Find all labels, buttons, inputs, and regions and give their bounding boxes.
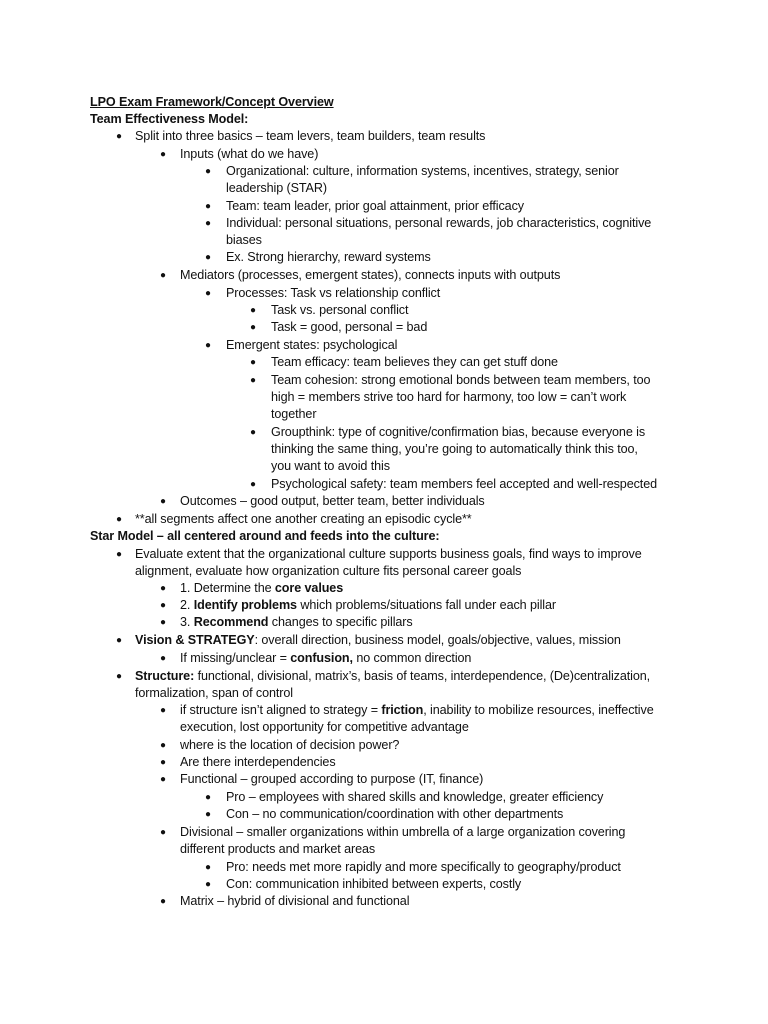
bullet-icon: ● [160,583,167,594]
bold-text: confusion, [290,651,353,665]
list-item: Matrix – hybrid of divisional and functional [180,894,410,908]
bullet-icon: ● [205,879,212,890]
bullet-icon: ● [160,653,167,664]
bullet-icon: ● [160,896,167,907]
bullet-icon: ● [205,809,212,820]
list-item: Groupthink: type of cognitive/confirmation bias, because everyone is [271,425,646,439]
bullet-icon: ● [160,270,167,281]
list-item [180,702,654,719]
list-item: Split into three basics – team levers, team builders, team results [135,129,486,143]
list-item [135,632,621,649]
text: 1. Determine the [180,581,275,595]
text: If missing/unclear = [180,651,291,665]
bullet-icon: ● [160,827,167,838]
list-item-continued: leadership (STAR) [226,181,327,195]
bullet-icon: ● [205,340,212,351]
list-item: Team cohesion: strong emotional bonds between team members, too [271,373,651,387]
list-item: Emergent states: psychological [226,338,398,352]
text: , inability to mobilize resources, ineffective [423,703,654,717]
text: : overall direction, business model, goals/objective, values, mission [254,633,621,647]
list-item: Con: communication inhibited between experts, costly [226,877,522,891]
bullet-icon: ● [160,600,167,611]
bold-text: Vision & STRATEGY [135,633,255,647]
list-item [180,614,413,631]
bullet-icon: ● [205,166,212,177]
list-item: Team efficacy: team believes they can get stuff done [271,355,558,369]
text: functional, divisional, matrix’s, basis of teams, interdependence, (De)centralization, [194,669,651,683]
bullet-icon: ● [116,549,123,560]
team-effectiveness-heading [90,111,248,128]
list-item-continued: high = members strive too hard for harmony, too low = can’t work [271,390,627,404]
list-item: Inputs (what do we have) [180,147,319,161]
list-item: Mediators (processes, emergent states), connects inputs with outputs [180,268,561,282]
bullet-icon: ● [250,322,257,333]
heading-text: Star Model – all centered around and feeds into the culture: [90,529,440,543]
list-item: **all segments affect one another creating an episodic cycle** [135,512,472,526]
bullet-icon: ● [160,149,167,160]
list-item-continued: formalization, span of control [135,686,294,700]
list-item-continued: biases [226,233,262,247]
list-item-continued: you want to avoid this [271,459,390,473]
list-item: Pro – employees with shared skills and knowledge, greater efficiency [226,790,604,804]
bullet-icon: ● [250,357,257,368]
bullet-icon: ● [116,131,123,142]
list-item: where is the location of decision power? [180,738,400,752]
bold-text: Identify problems [193,598,297,612]
list-item: Processes: Task vs relationship conflict [226,286,441,300]
bullet-icon: ● [250,305,257,316]
bullet-icon: ● [160,774,167,785]
bullet-icon: ● [250,427,257,438]
bullet-icon: ● [160,757,167,768]
bullet-icon: ● [205,862,212,873]
bold-text: Recommend [193,615,269,629]
bullet-icon: ● [160,705,167,716]
list-item: Pro: needs met more rapidly and more specifically to geography/product [226,860,621,874]
list-item-continued: alignment, evaluate how organization culture fits personal career goals [135,564,522,578]
list-item: Ex. Strong hierarchy, reward systems [226,250,431,264]
bullet-icon: ● [160,496,167,507]
list-item: Functional – grouped according to purpose (IT, finance) [180,772,484,786]
list-item: Task vs. personal conflict [271,303,409,317]
bullet-icon: ● [116,514,123,525]
bullet-icon: ● [205,218,212,229]
list-item: Task = good, personal = bad [271,320,428,334]
list-item: Organizational: culture, information systems, incentives, strategy, senior [226,164,619,178]
bullet-icon: ● [250,479,257,490]
list-item: Psychological safety: team members feel accepted and well-respected [271,477,658,491]
bold-text: friction [381,703,424,717]
bullet-icon: ● [116,671,123,682]
list-item: Team: team leader, prior goal attainment, prior efficacy [226,199,524,213]
text: if structure isn’t aligned to strategy = [180,703,382,717]
list-item: Con – no communication/coordination with other departments [226,807,564,821]
list-item-continued: thinking the same thing, you’re going to automatically think this too, [271,442,638,456]
text: 3. [180,615,194,629]
list-item-continued: execution, lost opportunity for competitive advantage [180,720,469,734]
heading-text: Team Effectiveness Model: [90,112,249,126]
text: no common direction [352,651,472,665]
list-item-continued: together [271,407,317,421]
text: 2. [180,598,194,612]
text: changes to specific pillars [268,615,413,629]
star-model-heading [90,528,440,545]
bullet-icon: ● [160,740,167,751]
title-text: LPO Exam Framework/Concept Overview [90,95,334,109]
bullet-icon: ● [205,288,212,299]
list-item: Evaluate extent that the organizational culture supports business goals, find ways to improve [135,547,642,561]
bullet-icon: ● [205,201,212,212]
list-item: Outcomes – good output, better team, better individuals [180,494,485,508]
bullet-icon: ● [116,635,123,646]
text: which problems/situations fall under each pillar [296,598,556,612]
bold-text: Structure: [135,669,195,683]
list-item-continued: different products and market areas [180,842,376,856]
list-item: Individual: personal situations, personal rewards, job characteristics, cognitive [226,216,652,230]
list-item [135,668,650,685]
bold-text: core values [274,581,344,595]
list-item [180,650,471,667]
list-item: Divisional – smaller organizations within umbrella of a large organization covering [180,825,626,839]
document-title [90,94,334,111]
bullet-icon: ● [205,252,212,263]
bullet-icon: ● [160,617,167,628]
list-item [180,597,556,614]
bullet-icon: ● [250,375,257,386]
list-item [180,580,343,597]
list-item: Are there interdependencies [180,755,336,769]
bullet-icon: ● [205,792,212,803]
